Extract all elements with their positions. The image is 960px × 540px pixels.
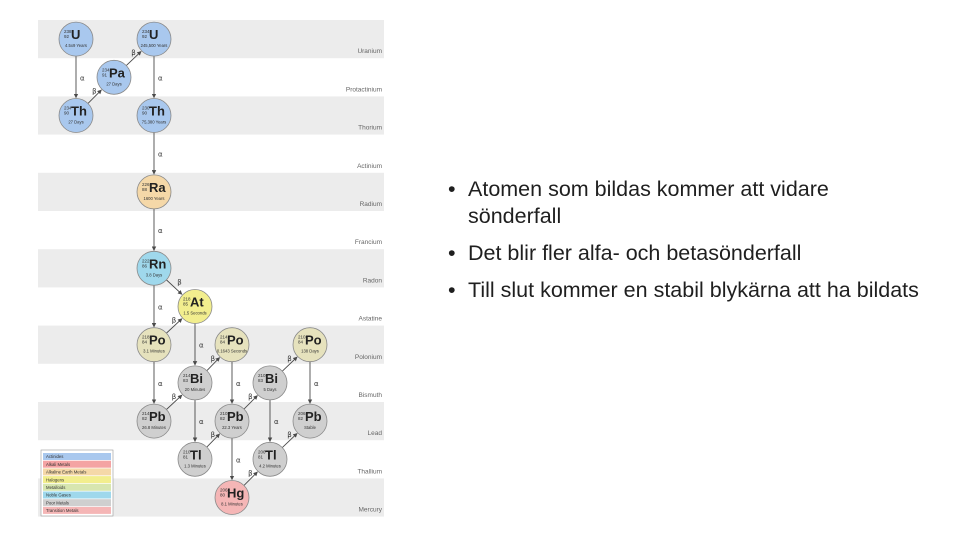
row-label-bismuth: Bismuth: [358, 392, 382, 399]
element-symbol: Rn: [149, 256, 167, 272]
element-symbol: Tl: [265, 447, 277, 463]
legend-label: Noble Gases: [46, 492, 71, 498]
mass-number: 210: [298, 334, 306, 340]
atomic-number: 81: [183, 454, 189, 460]
nuclide-ra226: [137, 175, 171, 209]
decay-label-po214-pb210: α: [236, 379, 241, 388]
element-symbol: Pb: [227, 409, 244, 425]
mass-number: 210: [220, 411, 228, 417]
decay-label-pa234-u234: β: [131, 49, 136, 58]
decay-label-bi210-tl206: α: [274, 418, 279, 427]
decay-label-bi214-po214: β: [210, 354, 216, 363]
legend-label: Transition Metals: [46, 508, 79, 514]
element-symbol: Po: [149, 332, 166, 348]
element-symbol: Tl: [190, 447, 202, 463]
half-life: 75,380 Years: [141, 119, 167, 125]
atomic-number: 88: [142, 186, 148, 192]
decay-label-at218-bi214: α: [199, 341, 204, 350]
mass-number: 214: [220, 334, 228, 340]
row-label-polonium: Polonium: [354, 353, 382, 361]
decay-label-pb214-bi214: β: [171, 393, 177, 401]
decay-label-th230-ra226: α: [158, 150, 163, 159]
atomic-number: 84: [142, 339, 148, 345]
nuclide-pa234: [97, 60, 131, 94]
nuclide-pb210: [215, 404, 249, 438]
mass-number: 206: [220, 487, 228, 493]
atomic-number: 86: [142, 263, 148, 269]
nuclide-pb214: [137, 404, 171, 438]
element-symbol: Ra: [149, 179, 166, 195]
legend-label: Poor Metals: [46, 500, 69, 506]
nuclide-th234: [59, 99, 93, 133]
half-life: 20 Minutes: [184, 386, 206, 392]
element-symbol: Bi: [265, 370, 278, 386]
mass-number: 230: [142, 105, 150, 111]
element-symbol: Pb: [305, 409, 322, 425]
half-life: 5 Days: [263, 386, 277, 392]
bullet-list: [448, 176, 928, 314]
nuclide-tl210: [178, 442, 212, 476]
mass-number: 234: [64, 105, 72, 111]
half-life: 245,500 Years: [140, 43, 168, 49]
mass-number: 210: [183, 449, 191, 455]
half-life: 27 Days: [68, 119, 84, 125]
mass-number: 222: [142, 258, 150, 264]
half-life: 3.8 Days: [145, 272, 163, 278]
row-label-uranium: Uranium: [357, 48, 382, 56]
mass-number: 238: [64, 29, 72, 35]
element-symbol: U: [149, 27, 159, 43]
decay-chain-diagram: [38, 20, 384, 518]
atomic-number: 84: [298, 339, 304, 345]
decay-label-th234-pa234: β: [92, 87, 97, 96]
element-symbol: Po: [305, 332, 322, 348]
nuclide-tl206: [253, 442, 287, 476]
decay-label-bi210-po210: β: [287, 354, 292, 363]
row-label-radon: Radon: [362, 277, 382, 285]
row-band-radon: [38, 249, 384, 287]
row-label-actinium: Actinium: [357, 162, 382, 170]
atomic-number: 92: [142, 34, 148, 40]
row-label-lead: Lead: [367, 430, 382, 438]
atomic-number: 82: [142, 416, 148, 422]
row-label-mercury: Mercury: [358, 506, 382, 514]
atomic-number: 85: [183, 301, 189, 307]
nuclide-po210: [293, 328, 327, 362]
nuclide-hg206: [215, 481, 249, 515]
atomic-number: 82: [220, 416, 226, 422]
mass-number: 218: [142, 334, 150, 340]
decay-label-u238-th234: α: [80, 74, 85, 83]
decay-label-po210-pb206: α: [314, 379, 319, 388]
nuclide-th230: [137, 99, 171, 133]
half-life: 3.1 Minutes: [143, 348, 165, 354]
decay-label-bi214-tl210: α: [199, 418, 204, 427]
element-symbol: Po: [227, 332, 244, 348]
atomic-number: 82: [298, 416, 304, 422]
nuclide-po218: [137, 328, 171, 362]
bullet-item-2: • Det blir fler alfa- och betasönderfall: [448, 240, 928, 267]
atomic-number: 90: [64, 110, 70, 116]
mass-number: 226: [142, 181, 150, 187]
element-symbol: Th: [149, 103, 165, 119]
atomic-number: 80: [220, 492, 226, 498]
mass-number: 214: [183, 372, 191, 378]
bullet-item-3: • Till slut kommer en stabil blykärna att ha bildats: [448, 277, 928, 304]
nuclide-at218: [178, 290, 212, 324]
row-label-thallium: Thallium: [357, 468, 382, 476]
decay-label-tl206-pb206: β: [287, 431, 292, 440]
row-label-francium: Francium: [354, 239, 382, 247]
element-symbol: Pa: [109, 65, 125, 81]
atomic-number: 91: [102, 72, 108, 78]
element-symbol: U: [71, 27, 81, 43]
nuclide-po214: [215, 328, 249, 362]
decay-label-pb210-hg206: α: [236, 456, 241, 465]
mass-number: 234: [102, 67, 110, 73]
nuclide-u238: [59, 22, 93, 56]
half-life: 1600 Years: [143, 195, 165, 201]
decay-label-rn222-at218: β: [177, 278, 182, 287]
atomic-number: 84: [220, 339, 226, 345]
mass-number: 206: [258, 449, 266, 455]
nuclide-bi214: [178, 366, 212, 400]
decay-label-tl210-pb210: β: [210, 431, 216, 440]
decay-label-ra226-rn222: α: [158, 227, 163, 236]
row-label-astatine: Astatine: [358, 315, 382, 323]
legend-label: Alkali Metals: [46, 461, 71, 467]
legend-label: Halogens: [46, 477, 65, 483]
half-life: 4.2 Minutes: [259, 463, 281, 469]
legend-label: Metalloids: [46, 485, 66, 490]
decay-label-pb210-bi210: β: [248, 393, 253, 401]
half-life: 22.3 Years: [222, 425, 242, 431]
nuclide-rn222: [137, 251, 171, 285]
mass-number: 218: [183, 296, 191, 302]
row-label-thorium: Thorium: [358, 124, 382, 132]
element-symbol: At: [190, 294, 204, 310]
atomic-number: 92: [64, 34, 70, 40]
row-label-protactinium: Protactinium: [345, 86, 382, 94]
half-life: 26.8 Minutes: [142, 425, 166, 431]
mass-number: 214: [142, 411, 150, 417]
atomic-number: 83: [183, 377, 189, 383]
nuclide-bi210: [253, 366, 287, 400]
mass-number: 210: [258, 372, 266, 378]
nuclide-pb206: [293, 404, 327, 438]
half-life: 4.5x9 Years: [65, 43, 87, 49]
element-symbol: Bi: [190, 370, 203, 386]
mass-number: 206: [298, 411, 306, 417]
decay-label-po218-pb214: α: [158, 379, 163, 388]
half-life: 138 Days: [301, 348, 319, 354]
half-life: 1.5 Seconds: [183, 310, 207, 316]
half-life: Stable: [304, 425, 316, 431]
atomic-number: 90: [142, 110, 148, 116]
half-life: 27 Days: [106, 81, 122, 87]
row-band-radium: [38, 173, 384, 211]
nuclide-u234: [137, 22, 171, 56]
mass-number: 234: [142, 29, 150, 35]
legend-label: Alkaline Earth Metals: [46, 469, 87, 475]
half-life: 8.1 Minutes: [221, 501, 243, 507]
legend-label: Actinides: [46, 454, 64, 460]
row-label-radium: Radium: [359, 201, 382, 208]
decay-label-u234-th230: α: [158, 74, 163, 83]
element-symbol: Th: [71, 103, 87, 119]
element-symbol: Hg: [227, 485, 245, 501]
decay-label-rn222-po218: α: [158, 303, 163, 312]
decay-label-hg206-tl206: β: [248, 469, 253, 478]
half-life: 0.1643 Seconds: [216, 348, 248, 354]
atomic-number: 81: [258, 454, 264, 460]
element-symbol: Pb: [149, 409, 166, 425]
decay-label-po218-at218: β: [171, 316, 177, 325]
half-life: 1.3 Minutes: [184, 463, 206, 469]
atomic-number: 83: [258, 377, 264, 383]
bullet-item-1: • Atomen som bildas kommer att vidare sönderfall: [448, 176, 928, 230]
